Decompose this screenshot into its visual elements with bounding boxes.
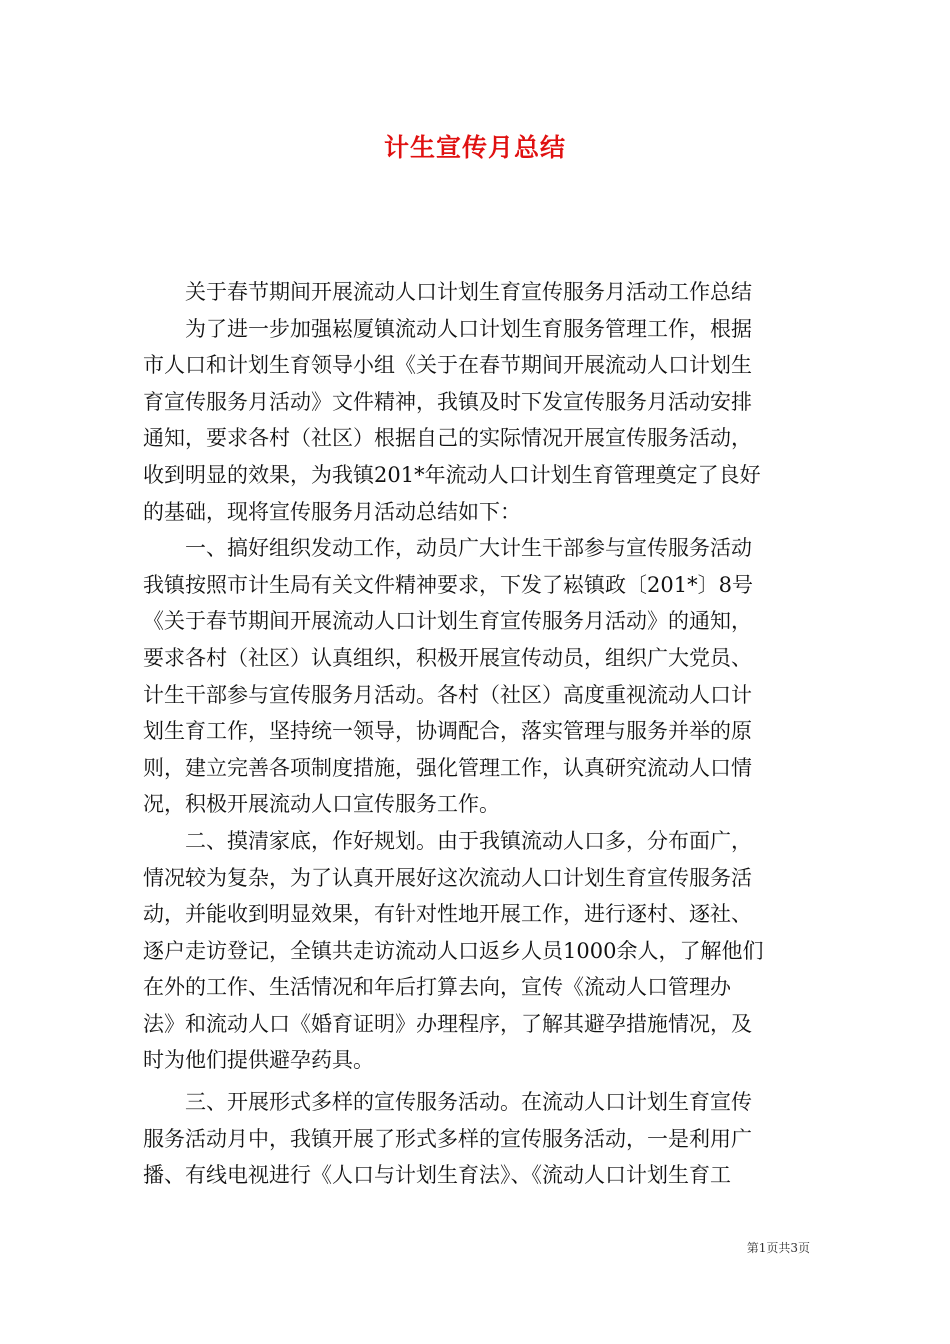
- section-one-line: 我镇按照市计生局有关文件精神要求，下发了崧镇政〔201*〕8号: [143, 572, 753, 597]
- paragraph-intro-line: 通知，要求各村（社区）根据自己的实际情况开展宣传服务活动，: [143, 426, 752, 451]
- section-one-line: 要求各村（社区）认真组织，积极开展宣传动员，组织广大党员、: [143, 645, 752, 670]
- paragraph-intro-line: 市人口和计划生育领导小组《关于在春节期间开展流动人口计划生: [143, 353, 752, 378]
- section-two-line: 二、摸清家底，作好规划。由于我镇流动人口多，分布面广，: [143, 828, 752, 853]
- section-one-line: 一、搞好组织发动工作，动员广大计生干部参与宣传服务活动: [143, 536, 752, 561]
- section-two-line: 在外的工作、生活情况和年后打算去向，宣传《流动人口管理办: [143, 975, 731, 1000]
- section-one-line: 划生育工作，坚持统一领导，协调配合，落实管理与服务并举的原: [143, 719, 752, 744]
- section-three-line: 服务活动月中，我镇开展了形式多样的宣传服务活动，一是利用广: [143, 1126, 752, 1151]
- paragraph-intro-line: 育宣传服务月活动》文件精神，我镇及时下发宣传服务月活动安排: [143, 389, 752, 414]
- section-one-line: 计生干部参与宣传服务月活动。各村（社区）高度重视流动人口计: [143, 682, 752, 707]
- paragraph-heading-line: 关于春节期间开展流动人口计划生育宣传服务月活动工作总结: [143, 280, 752, 304]
- paragraph-intro-line: 收到明显的效果，为我镇201*年流动人口计划生育管理奠定了良好: [143, 462, 761, 487]
- document-body: [143, 274, 807, 1194]
- paragraph-intro-line: 的基础，现将宣传服务月活动总结如下：: [143, 499, 521, 524]
- section-three-line: 三、开展形式多样的宣传服务活动。在流动人口计划生育宣传: [143, 1090, 752, 1115]
- section-two-line: 动，并能收到明显效果，有针对性地开展工作，进行逐村、逐社、: [143, 902, 752, 927]
- section-one-line: 况，积极开展流动人口宣传服务工作。: [143, 792, 500, 817]
- section-two-line: 逐户走访登记，全镇共走访流动人口返乡人员1000余人，了解他们: [143, 938, 764, 963]
- page-number: 第1页共3页: [746, 1241, 810, 1255]
- section-one-line: 《关于春节期间开展流动人口计划生育宣传服务月活动》的通知，: [143, 609, 752, 634]
- section-two-line: 情况较为复杂，为了认真开展好这次流动人口计划生育宣传服务活: [143, 865, 752, 890]
- paragraph-intro-line: 为了进一步加强崧厦镇流动人口计划生育服务管理工作，根据: [143, 316, 752, 341]
- document-title: 计生宣传月总结: [383, 133, 566, 162]
- section-one-line: 则，建立完善各项制度措施，强化管理工作，认真研究流动人口情: [143, 755, 752, 780]
- section-two-line: 时为他们提供避孕药具。: [143, 1048, 374, 1073]
- section-two-line: 法》和流动人口《婚育证明》办理程序，了解其避孕措施情况，及: [143, 1011, 752, 1036]
- section-three-line: 播、有线电视进行《人口与计划生育法》、《流动人口计划生育工: [143, 1163, 731, 1188]
